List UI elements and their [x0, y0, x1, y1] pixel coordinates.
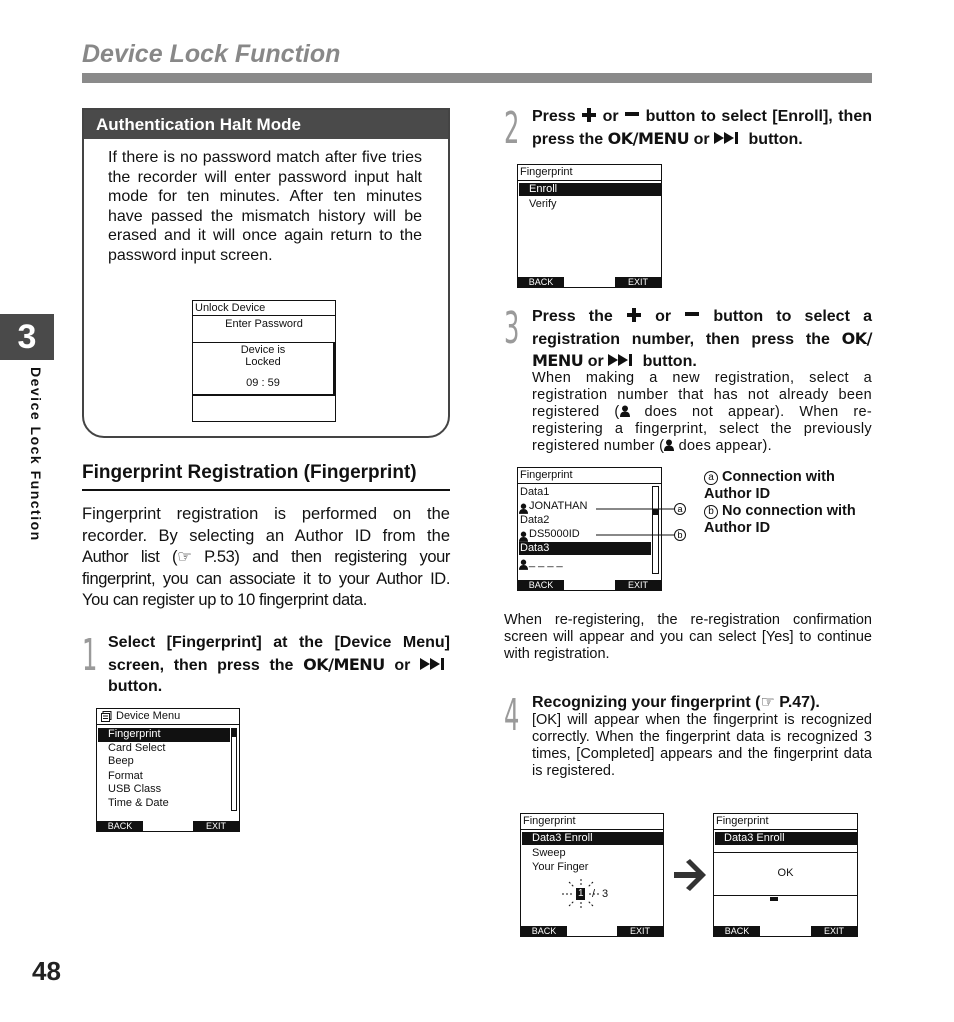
back-button[interactable]: BACK [97, 821, 143, 831]
enter-password-label: Enter Password [225, 318, 303, 330]
ok-message: OK [777, 867, 794, 879]
ok-dialog [714, 852, 857, 896]
sweep-slash: / [592, 888, 596, 900]
screen-title: Fingerprint [520, 166, 573, 178]
auth-halt-box [82, 108, 450, 438]
section-rule [82, 489, 450, 491]
legend-b [704, 503, 874, 537]
step-1-text-c: button. [108, 678, 163, 695]
enroll-label: Data3 Enroll [532, 832, 593, 844]
back-button[interactable]: BACK [518, 277, 564, 287]
legend-a [704, 469, 874, 503]
exit-button[interactable]: EXIT [615, 580, 661, 590]
row-ds5000id[interactable]: DS5000ID [529, 528, 580, 540]
arrow-right-icon [672, 858, 708, 892]
legend-b-mark: b [704, 505, 718, 519]
step-3-number: 3 [504, 303, 520, 354]
page-title: Device Lock Function [82, 40, 341, 68]
locked-msg-2: Locked [245, 356, 281, 368]
legend-a-mark: a [704, 471, 718, 485]
ok-menu-label: OK/ MENU [532, 328, 873, 370]
sweep-label: Sweep [532, 847, 566, 859]
fast-forward-icon [714, 131, 744, 145]
locked-msg-1: Device is [240, 344, 286, 356]
exit-button[interactable]: EXIT [811, 926, 857, 936]
screen-title: Unlock Device [195, 302, 266, 314]
unlock-device-screen [192, 300, 336, 422]
svg-text:a: a [677, 504, 683, 514]
section-intro-b: Author list (☞ P.53) and then registering your fingerprint, you can associate it to your Author ID. You can register up to 10 fingerprint data. [82, 548, 450, 609]
scrollbar[interactable] [231, 728, 237, 811]
step-3-text-b: or [655, 308, 672, 325]
step-4-title: Recognizing your fingerprint (☞ P.47). [532, 694, 820, 711]
screen-title: Fingerprint [520, 469, 573, 481]
step-3-detail-c: does appear). [678, 438, 772, 454]
step-2-text-a: Press [532, 108, 576, 125]
callout-lines [596, 500, 688, 542]
menu-item-usb-class[interactable]: USB Class [108, 783, 162, 795]
plus-icon [626, 308, 642, 322]
enroll-sweep-screen [520, 813, 664, 937]
exit-button[interactable]: EXIT [193, 821, 239, 831]
step-3-text-c: button to select a registration number, then press the [532, 308, 872, 348]
row-data1[interactable]: Data1 [520, 486, 550, 498]
step-1-text-a: Select [Fingerprint] at the [Device Menu] screen, then press the [108, 634, 450, 674]
step-2-text-e: button. [748, 130, 803, 148]
step-1-text [108, 632, 450, 698]
row-data3[interactable]: Data3 [520, 542, 550, 554]
countdown-timer: 09 : 59 [246, 377, 280, 389]
row-data2[interactable]: Data2 [520, 514, 550, 526]
back-button[interactable]: BACK [518, 580, 564, 590]
plus-icon [581, 108, 597, 122]
step-2-text [532, 106, 872, 150]
menu-item-enroll[interactable]: Enroll [529, 183, 558, 195]
menu-icon [101, 711, 112, 722]
chapter-label: Device Lock Function [28, 367, 44, 542]
menu-item-verify[interactable]: Verify [529, 198, 557, 210]
enroll-ok-screen [713, 813, 858, 937]
step-3-text-e: button. [642, 353, 697, 370]
back-button[interactable]: BACK [521, 926, 567, 936]
sweep-count: 1 [578, 888, 584, 899]
enroll-label: Data3 Enroll [724, 832, 785, 844]
ok-menu-label: OK/MENU [607, 128, 690, 148]
locked-dialog [193, 342, 335, 396]
section-intro [82, 504, 450, 612]
step-3-text [532, 306, 872, 373]
page-number: 48 [32, 956, 61, 986]
screen-title: Device Menu [116, 710, 181, 722]
step-2-text-c: button to select [Enroll], then press the [532, 108, 872, 148]
person-icon [519, 531, 528, 542]
section-heading: Fingerprint Registration (Fingerprint) [82, 462, 417, 483]
legend-a-text: Connection with Author ID [704, 469, 835, 502]
back-button[interactable]: BACK [714, 926, 760, 936]
chapter-tab: 3 [0, 314, 54, 360]
menu-item-card-select[interactable]: Card Select [108, 742, 166, 754]
person-icon [519, 503, 528, 514]
sweep-total: 3 [602, 888, 609, 900]
menu-item-beep[interactable]: Beep [108, 755, 134, 767]
exit-button[interactable]: EXIT [617, 926, 663, 936]
menu-item-fingerprint[interactable]: Fingerprint [108, 728, 161, 740]
exit-button[interactable]: EXIT [615, 277, 661, 287]
legend-b-text: No connection with Author ID [704, 503, 856, 536]
step-3-text-a: Press the [532, 308, 613, 325]
section-intro-a: Fingerprint registration is performed on the recorder. By selecting an Author ID from the [82, 505, 450, 545]
svg-text:b: b [677, 530, 683, 540]
row-jonathan[interactable]: JONATHAN [529, 500, 588, 512]
step-2-text-b: or [602, 108, 619, 125]
minus-icon [624, 108, 640, 122]
auth-halt-heading: Authentication Halt Mode [84, 110, 448, 139]
step-4-number: 4 [504, 690, 520, 741]
person-icon [620, 405, 630, 417]
fast-forward-icon [608, 353, 638, 367]
title-rule [82, 73, 872, 83]
step-2-number: 2 [504, 103, 520, 154]
auth-halt-text: If there is no password match after five tries the recorder will enter password input halt mode for ten minutes. After ten minutes have passed the mismatch history will be erased and it will once again return to the password input screen. [108, 149, 422, 264]
fast-forward-icon [420, 657, 450, 671]
ok-menu-label: OK/MENU [303, 654, 385, 674]
step-4-detail: [OK] will appear when the fingerprint is recognized correctly. When the fingerprint data is recognized 3 times, [Completed] appears and the fingerprint data is registered. [532, 712, 872, 779]
menu-item-format[interactable]: Format [108, 770, 143, 782]
person-icon [664, 439, 674, 451]
your-finger-label: Your Finger [532, 861, 589, 873]
fingerprint-menu-screen [517, 164, 662, 288]
step-3-detail [532, 370, 872, 455]
step-1-text-b: or [394, 656, 411, 674]
step-3-text-d: or [587, 353, 604, 370]
person-icon [519, 559, 528, 570]
screen-title: Fingerprint [716, 815, 769, 827]
step-3-detail-a: When making a new registration, select a registration number that has not already been registered ( [532, 370, 872, 420]
device-menu-screen [96, 708, 240, 832]
row-empty[interactable]: _ _ _ _ [529, 556, 563, 568]
menu-item-time-date[interactable]: Time & Date [108, 797, 169, 809]
step-1-number: 1 [82, 630, 98, 681]
screen-title: Fingerprint [523, 815, 576, 827]
step-3-detail-b: does not appear). When re-registering a fingerprint, select the previously registered number ( [532, 404, 873, 454]
step-2-text-d: or [693, 130, 710, 148]
re-register-note: When re-registering, the re-registration confirmation screen will appear and you can select [Yes] to continue with registration. [504, 612, 872, 662]
minus-icon [684, 308, 700, 322]
